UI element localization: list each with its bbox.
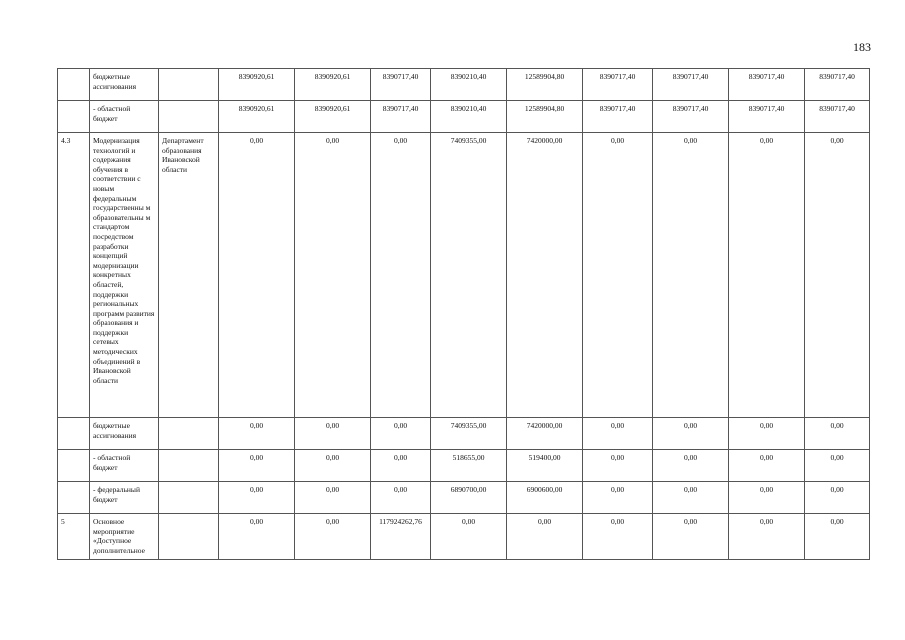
table-row: [58, 101, 870, 133]
value-cell: 0,00: [729, 133, 805, 418]
value-cell: 8390717,40: [653, 101, 729, 133]
value-cell: 0,00: [219, 450, 295, 482]
value-cell: 0,00: [295, 514, 371, 560]
value-cell: 0,00: [371, 418, 431, 450]
value-cell: 518655,00: [431, 450, 507, 482]
value-cell: 0,00: [729, 514, 805, 560]
value-cell: 0,00: [219, 482, 295, 514]
value-cell: 0,00: [653, 450, 729, 482]
value-cell: 7409355,00: [431, 133, 507, 418]
value-cell: 0,00: [653, 133, 729, 418]
value-cell: 8390920,61: [295, 69, 371, 101]
row-executor: [159, 101, 219, 133]
row-name: - областной бюджет: [90, 101, 159, 133]
budget-table: [57, 68, 870, 560]
value-cell: 0,00: [219, 418, 295, 450]
value-cell: 0,00: [653, 418, 729, 450]
value-cell: 6900600,00: [507, 482, 583, 514]
value-cell: 12589904,80: [507, 101, 583, 133]
row-name: - федеральный бюджет: [90, 482, 159, 514]
row-id: [58, 101, 90, 133]
row-id: [58, 450, 90, 482]
value-cell: 0,00: [583, 450, 653, 482]
value-cell: 7420000,00: [507, 418, 583, 450]
row-id: [58, 69, 90, 101]
table-row: [58, 482, 870, 514]
value-cell: 8390717,40: [805, 101, 870, 133]
row-executor: [159, 450, 219, 482]
row-name: Основное мероприятие «Доступное дополнительное: [90, 514, 159, 560]
table-row: [58, 450, 870, 482]
value-cell: 0,00: [653, 482, 729, 514]
row-id: 4.3: [58, 133, 90, 418]
table-row: [58, 514, 870, 560]
value-cell: 8390717,40: [729, 69, 805, 101]
value-cell: 0,00: [805, 133, 870, 418]
value-cell: 7409355,00: [431, 418, 507, 450]
row-executor: [159, 418, 219, 450]
value-cell: 12589904,80: [507, 69, 583, 101]
value-cell: 8390717,40: [653, 69, 729, 101]
value-cell: 8390717,40: [371, 69, 431, 101]
value-cell: 0,00: [805, 418, 870, 450]
value-cell: 0,00: [219, 133, 295, 418]
value-cell: 0,00: [295, 482, 371, 514]
value-cell: 0,00: [371, 133, 431, 418]
value-cell: 519400,00: [507, 450, 583, 482]
row-name: бюджетные ассигнования: [90, 69, 159, 101]
row-executor: [159, 514, 219, 560]
value-cell: 8390717,40: [371, 101, 431, 133]
value-cell: 8390920,61: [295, 101, 371, 133]
value-cell: 8390920,61: [219, 69, 295, 101]
value-cell: 8390717,40: [583, 101, 653, 133]
value-cell: 0,00: [583, 133, 653, 418]
row-id: 5: [58, 514, 90, 560]
value-cell: 0,00: [583, 418, 653, 450]
value-cell: 8390920,61: [219, 101, 295, 133]
value-cell: 0,00: [219, 514, 295, 560]
value-cell: 0,00: [507, 514, 583, 560]
value-cell: 0,00: [371, 450, 431, 482]
row-name: Модернизация технологий и содержания обучения в соответствии с новым федеральным государственны м образовательны м стандартом посредством разработки концепций модернизации конкретных областей, поддержки региональных программ развития образования и поддержки сетевых методических объединений в Ивановской области: [90, 133, 159, 418]
row-executor: Департамент образования Ивановской области: [159, 133, 219, 418]
row-id: [58, 482, 90, 514]
value-cell: 0,00: [295, 450, 371, 482]
value-cell: 8390210,40: [431, 69, 507, 101]
value-cell: 8390717,40: [729, 101, 805, 133]
value-cell: 0,00: [805, 514, 870, 560]
row-name: - областной бюджет: [90, 450, 159, 482]
value-cell: 0,00: [371, 482, 431, 514]
page-number: 183: [853, 40, 871, 54]
table-row: [58, 69, 870, 101]
value-cell: 0,00: [805, 450, 870, 482]
row-executor: [159, 69, 219, 101]
row-name: бюджетные ассигнования: [90, 418, 159, 450]
value-cell: 8390717,40: [805, 69, 870, 101]
value-cell: 0,00: [431, 514, 507, 560]
value-cell: 8390210,40: [431, 101, 507, 133]
value-cell: 0,00: [729, 450, 805, 482]
value-cell: 0,00: [729, 418, 805, 450]
row-id: [58, 418, 90, 450]
value-cell: 117924262,76: [371, 514, 431, 560]
table-row: [58, 418, 870, 450]
value-cell: 0,00: [583, 482, 653, 514]
value-cell: 0,00: [729, 482, 805, 514]
value-cell: 7420000,00: [507, 133, 583, 418]
value-cell: 0,00: [805, 482, 870, 514]
table-row: [58, 133, 870, 418]
row-executor: [159, 482, 219, 514]
value-cell: 6890700,00: [431, 482, 507, 514]
value-cell: 8390717,40: [583, 69, 653, 101]
value-cell: 0,00: [295, 418, 371, 450]
value-cell: 0,00: [583, 514, 653, 560]
value-cell: 0,00: [295, 133, 371, 418]
value-cell: 0,00: [653, 514, 729, 560]
